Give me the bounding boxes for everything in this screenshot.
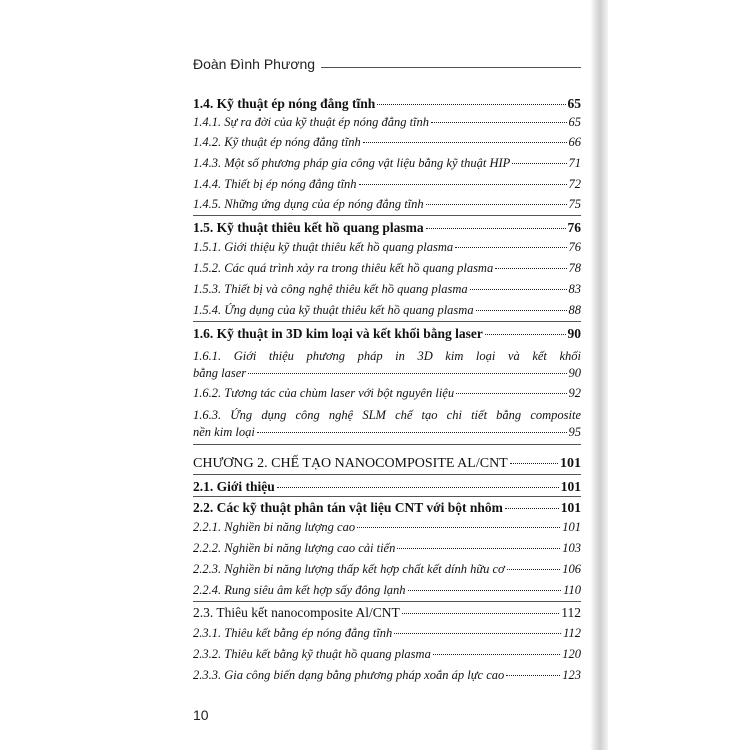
toc-label: 1.6.2. Tương tác của chùm laser với bột nguyên liệu: [193, 386, 455, 400]
leader-dots: [507, 569, 561, 570]
leader-dots: [426, 228, 566, 229]
toc-page: 72: [568, 177, 581, 191]
toc-page: 88: [568, 303, 581, 317]
toc-subsection-1-4-5[interactable]: [193, 196, 581, 213]
leader-dots: [248, 373, 566, 374]
leader-dots: [455, 247, 566, 248]
leader-dots: [485, 334, 566, 335]
toc-label-line2: bằng laser: [193, 366, 247, 380]
toc-page: 75: [568, 197, 581, 211]
toc-label: 2.3.2. Thiêu kết bằng kỹ thuật hồ quang plasma: [193, 647, 431, 661]
leader-dots: [510, 463, 558, 464]
leader-dots: [377, 104, 565, 105]
toc-page: 103: [562, 541, 581, 555]
page-spine-shadow: [590, 0, 600, 750]
toc-page: 101: [562, 520, 581, 534]
leader-dots: [402, 613, 560, 614]
toc-subsection-1-4-2[interactable]: [193, 134, 581, 151]
toc-section-2-3[interactable]: [193, 604, 581, 621]
toc-page: 90: [568, 366, 581, 380]
toc-subsection-1-5-4[interactable]: [193, 302, 581, 319]
leader-dots: [394, 633, 561, 634]
section-divider: [193, 215, 581, 216]
toc-page: 78: [568, 261, 581, 275]
toc-subsection-2-3-2[interactable]: [193, 646, 581, 663]
leader-dots: [408, 590, 562, 591]
toc-subsection-1-6-1[interactable]: [193, 347, 581, 382]
toc-subsection-2-2-2[interactable]: [193, 540, 581, 557]
leader-dots: [363, 142, 567, 143]
toc-page: 110: [563, 583, 581, 597]
leader-dots: [426, 204, 567, 205]
toc-subsection-2-3-1[interactable]: [193, 625, 581, 642]
toc-page: 71: [568, 156, 581, 170]
toc-page: 95: [568, 425, 581, 439]
toc-page: 76: [568, 240, 581, 254]
toc-section-1-6[interactable]: [193, 325, 581, 342]
toc-label: 1.4.5. Những ứng dụng của ép nóng đẳng tĩnh: [193, 197, 424, 211]
toc-label: 1.5.1. Giới thiệu kỹ thuật thiêu kết hồ quang plasma: [193, 240, 454, 254]
toc-page: 106: [562, 562, 581, 576]
toc-subsection-2-3-3[interactable]: [193, 667, 581, 684]
toc-label: 2.2.1. Nghiền bi năng lượng cao: [193, 520, 356, 534]
toc-label: 2.2.3. Nghiền bi năng lượng thấp kết hợp chất kết dính hữu cơ: [193, 562, 505, 576]
section-divider: [193, 496, 581, 497]
toc-label: 1.4.4. Thiết bị ép nóng đẳng tĩnh: [193, 177, 357, 191]
toc-page: 123: [562, 668, 581, 682]
leader-dots: [397, 548, 560, 549]
toc-label: 2.3.3. Gia công biến dạng bằng phương pháp xoắn áp lực cao: [193, 668, 505, 682]
toc-section-1-4[interactable]: [193, 95, 581, 112]
toc-subsection-2-2-4[interactable]: [193, 582, 581, 599]
toc-section-2-1[interactable]: [193, 478, 581, 495]
leader-dots: [512, 163, 566, 164]
toc-subsection-1-5-2[interactable]: [193, 260, 581, 277]
toc-label: 1.4.2. Kỹ thuật ép nóng đẳng tĩnh: [193, 135, 361, 149]
toc-page: 120: [562, 647, 581, 661]
toc-label: 1.5.3. Thiết bị và công nghệ thiêu kết hồ quang plasma: [193, 282, 468, 296]
header-rule: [321, 67, 581, 68]
running-header: [193, 52, 581, 72]
toc-subsection-1-5-1[interactable]: [193, 239, 581, 256]
toc-label: 2.2.2. Nghiền bi năng lượng cao cải tiến: [193, 541, 396, 555]
toc-label: CHƯƠNG 2. CHẾ TẠO NANOCOMPOSITE AL/CNT: [193, 456, 508, 471]
leader-dots: [506, 675, 560, 676]
toc-label-line2: nền kim loại: [193, 425, 255, 439]
leader-dots: [431, 122, 566, 123]
toc-label: 1.5.4. Ứng dụng của kỹ thuật thiêu kết hồ quang plasma: [193, 303, 474, 317]
toc-page: 92: [568, 386, 581, 400]
toc-page: 65: [568, 115, 581, 129]
toc-label: 1.4. Kỹ thuật ép nóng đẳng tĩnh: [193, 96, 376, 111]
toc-page: 112: [561, 605, 581, 620]
toc-label: 2.2. Các kỹ thuật phân tán vật liệu CNT với bột nhôm: [193, 500, 503, 515]
toc-subsection-1-6-3[interactable]: [193, 406, 581, 441]
toc-label: 2.1. Giới thiệu: [193, 479, 275, 494]
leader-dots: [257, 432, 567, 433]
toc-label: 1.5.2. Các quá trình xảy ra trong thiêu kết hồ quang plasma: [193, 261, 494, 275]
toc-label-line1: 1.6.1. Giới thiệu phương pháp in 3D kim loại và kết khối: [193, 349, 581, 363]
toc-subsection-1-4-1[interactable]: [193, 114, 581, 131]
leader-dots: [277, 487, 559, 488]
toc-label: 2.3. Thiêu kết nanocomposite Al/CNT: [193, 605, 400, 620]
toc-label: 2.2.4. Rung siêu âm kết hợp sấy đông lạnh: [193, 583, 406, 597]
toc-page: 101: [560, 456, 581, 471]
header-author: Đoàn Đình Phương: [193, 56, 316, 72]
toc-page: 83: [568, 282, 581, 296]
leader-dots: [476, 310, 567, 311]
toc-page: 90: [567, 326, 581, 341]
toc-chapter-2[interactable]: [193, 455, 581, 472]
toc-subsection-1-4-3[interactable]: [193, 155, 581, 172]
section-divider: [193, 321, 581, 322]
toc-label: 1.4.1. Sự ra đời của kỹ thuật ép nóng đẳng tĩnh: [193, 115, 430, 129]
toc-page: 65: [567, 96, 581, 111]
toc-label: 1.4.3. Một số phương pháp gia công vật liệu bằng kỹ thuật HIP: [193, 156, 511, 170]
toc-section-2-2[interactable]: [193, 499, 581, 516]
leader-dots: [470, 289, 567, 290]
toc-subsection-1-5-3[interactable]: [193, 281, 581, 298]
leader-dots: [357, 527, 560, 528]
leader-dots: [433, 654, 560, 655]
toc-page: 66: [568, 135, 581, 149]
toc-page: 76: [567, 220, 581, 235]
toc-label-line1: 1.6.3. Ứng dụng công nghệ SLM chế tạo chi tiết bằng composite: [193, 408, 581, 422]
toc-subsection-1-6-2[interactable]: [193, 385, 581, 402]
toc-label: 1.6. Kỹ thuật in 3D kim loại và kết khối bằng laser: [193, 326, 483, 341]
toc-page: 101: [560, 479, 581, 494]
toc-subsection-2-2-1[interactable]: [193, 519, 581, 536]
section-divider: [193, 444, 581, 445]
book-binding: [600, 0, 608, 750]
toc-subsection-1-4-4[interactable]: [193, 176, 581, 193]
toc-page: 101: [560, 500, 581, 515]
leader-dots: [456, 393, 566, 394]
section-divider: [193, 474, 581, 475]
toc-label: 1.5. Kỹ thuật thiêu kết hồ quang plasma: [193, 220, 424, 235]
toc-section-1-5[interactable]: [193, 219, 581, 236]
toc-label: 2.3.1. Thiêu kết bằng ép nóng đẳng tĩnh: [193, 626, 393, 640]
page-number: 10: [193, 707, 209, 723]
leader-dots: [505, 508, 559, 509]
toc-page: 112: [563, 626, 581, 640]
leader-dots: [495, 268, 566, 269]
leader-dots: [359, 184, 567, 185]
toc-subsection-2-2-3[interactable]: [193, 561, 581, 578]
section-divider: [193, 601, 581, 602]
